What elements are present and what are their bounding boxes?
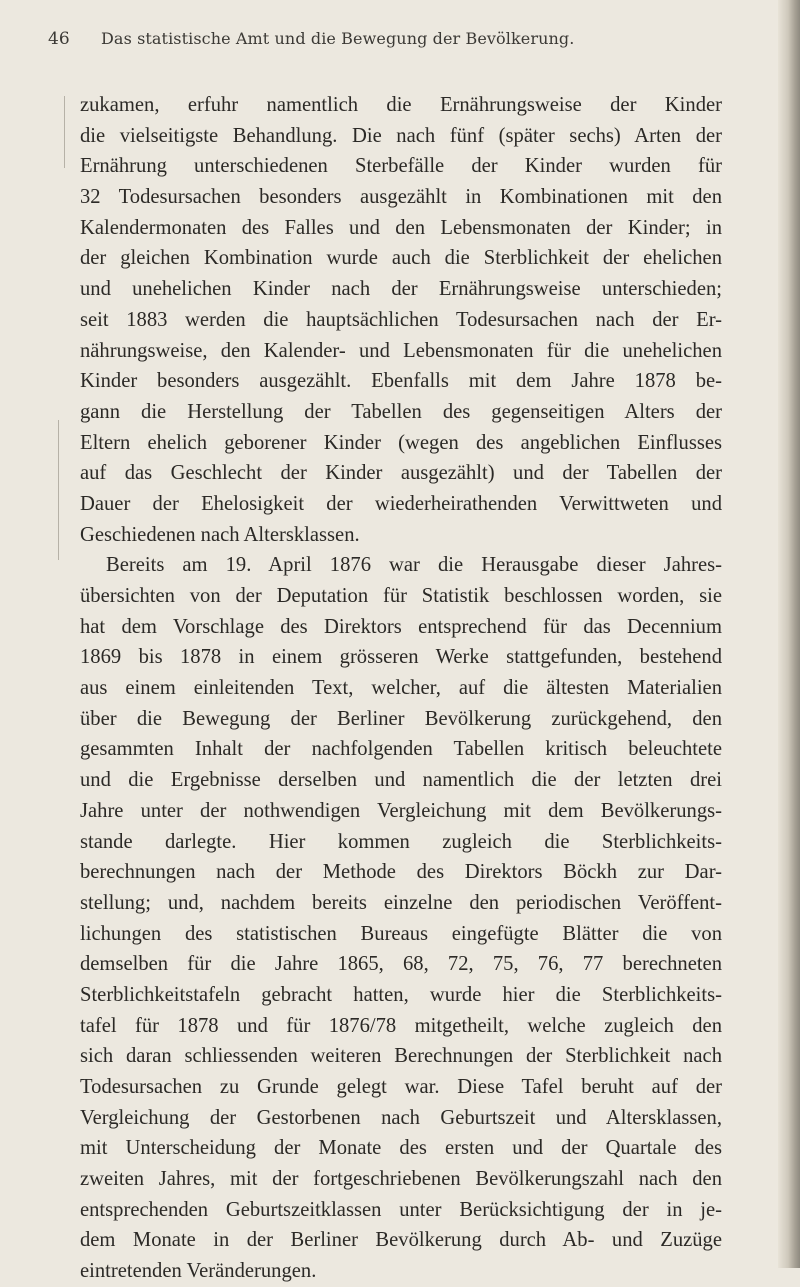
text-line: gesammten Inhalt der nachfolgenden Tabellen kritisch beleuchtete (80, 738, 722, 761)
page-number: 46 (48, 29, 70, 49)
text-line: nährungsweise, den Kalender- und Lebensmonaten für die unehelichen (80, 339, 722, 362)
text-line: Dauer der Ehelosigkeit der wiederheirathenden Verwittweten und (80, 492, 722, 515)
text-line: berechnungen nach der Methode des Direktors Böckh zur Dar- (80, 861, 722, 884)
text-line: hat dem Vorschlage des Direktors entsprechend für das Decennium (80, 615, 722, 638)
text-line: zukamen, erfuhr namentlich die Ernährungsweise der Kinder (80, 94, 722, 116)
text-line: und unehelichen Kinder nach der Ernährungsweise unterschieden; (80, 278, 722, 301)
text-line: Todesursachen zu Grunde gelegt war. Diese Tafel beruht auf der (80, 1076, 722, 1098)
text-line: sich daran schliessenden weiteren Berechnungen der Sterblichkeit nach (80, 1045, 722, 1068)
text-line: 32 Todesursachen besonders ausgezählt in Kombinationen mit den (80, 186, 722, 209)
text-line: zweiten Jahres, mit der fortgeschriebenen Bevölkerungszahl nach den (80, 1168, 722, 1191)
text-line: der gleichen Kombination wurde auch die Sterblichkeit der ehelichen (80, 247, 722, 270)
text-line: eintretenden Veränderungen. (80, 1260, 317, 1283)
text-line: seit 1883 werden die hauptsächlichen Todesursachen nach der Er- (80, 308, 722, 331)
text-line: Geschiedenen nach Altersklassen. (80, 523, 360, 546)
text-line: tafel für 1878 und für 1876/78 mitgetheilt, welche zugleich den (80, 1014, 722, 1037)
text-line: entsprechenden Geburtszeitklassen unter Berücksichtigung der in je- (80, 1198, 722, 1221)
text-line: die vielseitigste Behandlung. Die nach fünf (später sechs) Arten der (80, 124, 722, 147)
running-title: Das statistische Amt und die Bewegung der Bevölkerung. (101, 29, 575, 48)
body-text (80, 90, 722, 1287)
text-line: demselben für die Jahre 1865, 68, 72, 75, 76, 77 berechneten (80, 953, 722, 976)
text-line: Jahre unter der nothwendigen Vergleichung mit dem Bevölkerungs- (80, 799, 722, 822)
text-line: Eltern ehelich geborener Kinder (wegen des angeblichen Einflusses (80, 431, 722, 454)
page-edge-shadow (778, 0, 800, 1268)
text-line: über die Bewegung der Berliner Bevölkerung zurückgehend, den (80, 707, 722, 730)
margin-pencil-mark (64, 96, 65, 168)
text-line: lichungen des statistischen Bureaus eingefügte Blätter die von (80, 922, 722, 945)
text-line: stellung; und, nachdem bereits einzelne den periodischen Veröffent- (80, 891, 722, 914)
text-line: aus einem einleitenden Text, welcher, auf die ältesten Materialien (80, 677, 722, 700)
text-line: stande darlegte. Hier kommen zugleich die Sterblichkeits- (80, 830, 722, 853)
text-line: 1869 bis 1878 in einem grösseren Werke stattgefunden, bestehend (80, 646, 722, 669)
text-line: Kalendermonaten des Falles und den Lebensmonaten der Kinder; in (80, 216, 722, 239)
text-line: Kinder besonders ausgezählt. Ebenfalls mit dem Jahre 1878 be- (80, 370, 722, 393)
text-line: mit Unterscheidung der Monate des ersten und der Quartale des (80, 1137, 722, 1160)
text-line: gann die Herstellung der Tabellen des gegenseitigen Alters der (80, 400, 722, 423)
text-line: dem Monate in der Berliner Bevölkerung durch Ab- und Zuzüge (80, 1229, 722, 1252)
text-line: Bereits am 19. April 1876 war die Herausgabe dieser Jahres- (106, 554, 722, 577)
text-line: Ernährung unterschiedenen Sterbefälle der Kinder wurden für (80, 155, 722, 178)
text-line: übersichten von der Deputation für Statistik beschlossen worden, sie (80, 585, 722, 607)
text-line: auf das Geschlecht der Kinder ausgezählt) und der Tabellen der (80, 462, 722, 485)
margin-pencil-mark (58, 420, 59, 560)
text-line: Sterblichkeitstafeln gebracht hatten, wurde hier die Sterblichkeits- (80, 983, 722, 1006)
text-line: und die Ergebnisse derselben und namentlich die der letzten drei (80, 769, 722, 792)
text-line: Vergleichung der Gestorbenen nach Geburtszeit und Altersklassen, (80, 1106, 722, 1129)
